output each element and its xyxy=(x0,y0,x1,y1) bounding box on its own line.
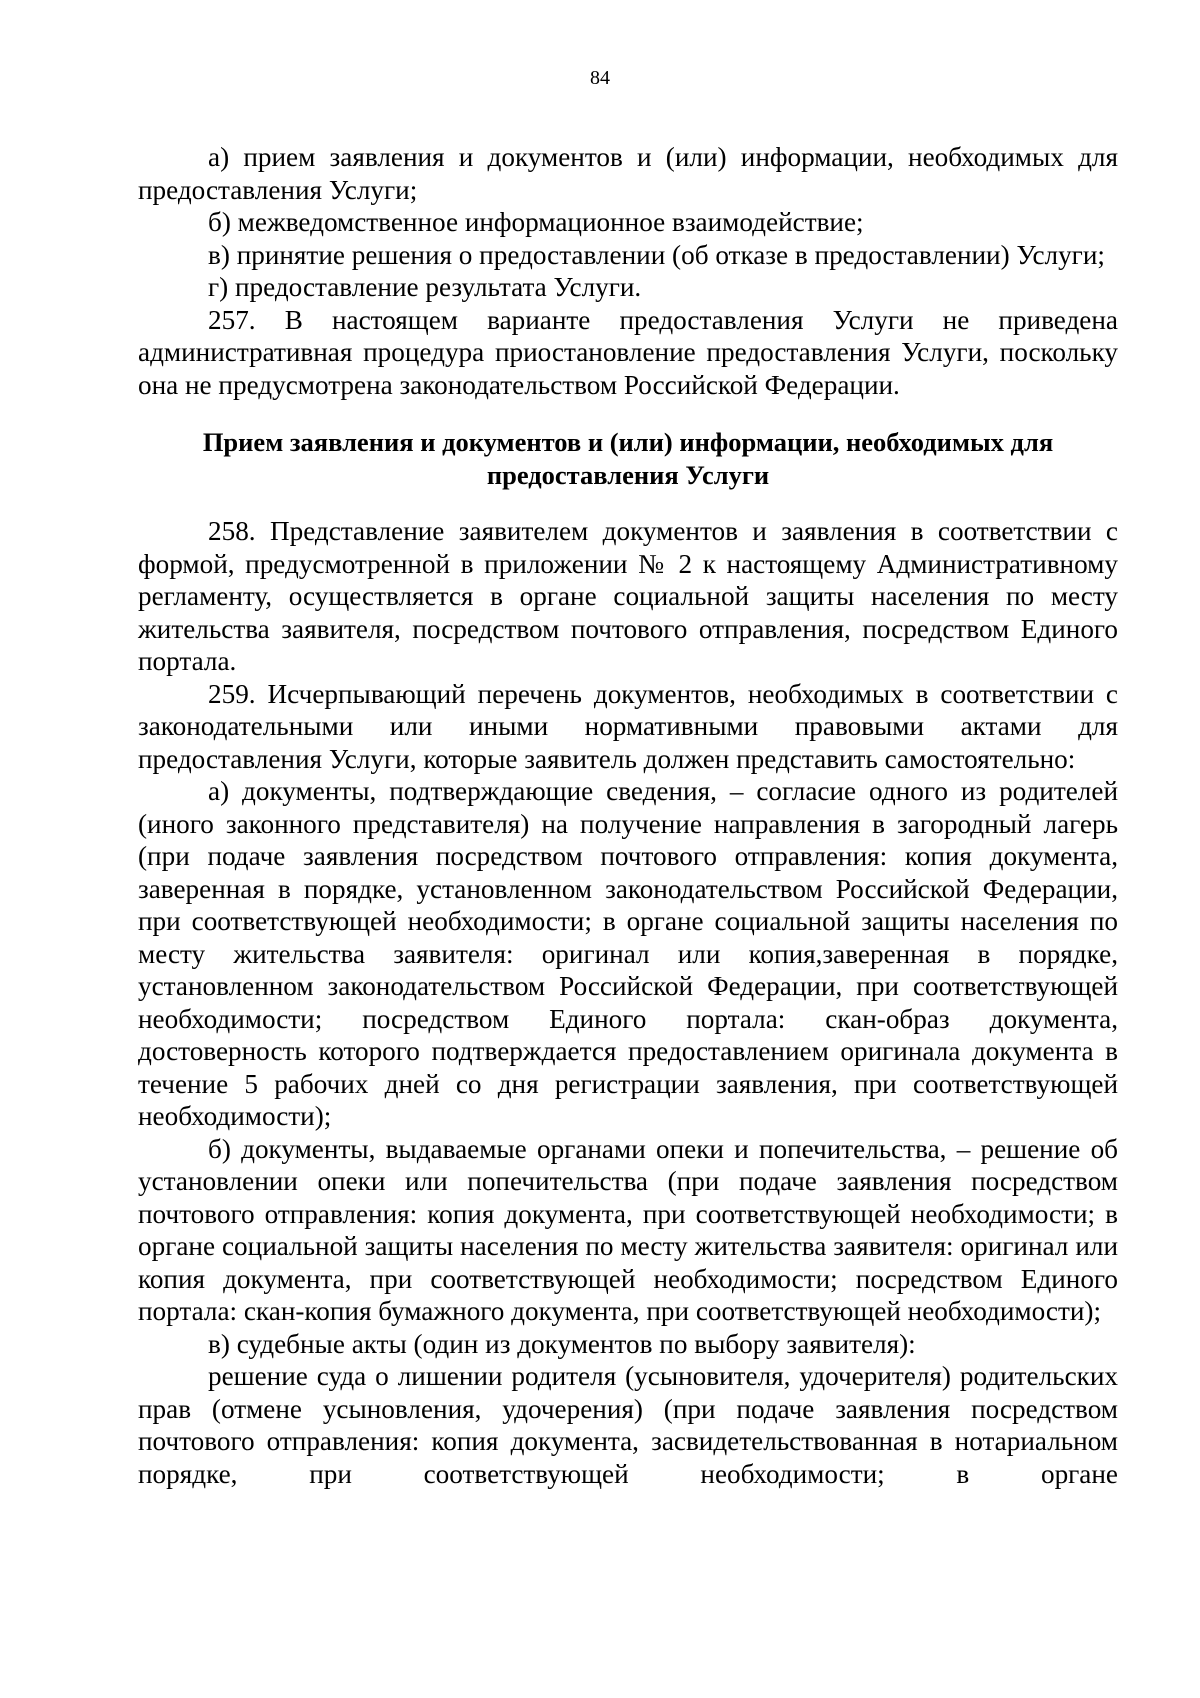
paragraph-258: 258. Представление заявителем документов и заявления в соответствии с формой, предусмотренной в приложении № 2 к настоящему Административному регламенту, осуществляется в органе социальной защиты населения по месту жительства заявителя, посредством почтового отправления, посредством Единого портала. xyxy=(138,516,1118,676)
paragraph-259-item-b: б) документы, выдаваемые органами опеки и попечительства, – решение об установлении опеки или попечительства (при подаче заявления посредством почтового отправления: копия документа, при соответствующей необходимости; в органе социальной защиты населения по месту жительства заявителя: оригинал или копия документа, при соответствующей необходимости; посредством Единого портала: скан-копия бумажного документа, при соответствующей необходимости); xyxy=(138,1133,1118,1326)
paragraph-259: 259. Исчерпывающий перечень документов, необходимых в соответствии с законодательными или иными нормативными правовыми актами для предоставления Услуги, которые заявитель должен представить самостоятельно: xyxy=(138,678,1118,774)
paragraph-item-b: б) межведомственное информационное взаимодействие; xyxy=(208,207,864,237)
section-heading-line-1: Прием заявления и документов и (или) информации, необходимых для xyxy=(202,427,1054,457)
paragraph-item-v: в) принятие решения о предоставлении (об отказе в предоставлении) Услуги; xyxy=(208,239,1105,270)
document-body xyxy=(138,141,1118,1490)
paragraph-259-item-v: в) судебные акты (один из документов по выбору заявителя): xyxy=(208,1328,916,1359)
paragraph-item-a: а) прием заявления и документов и (или) информации, необходимых для предоставления Услуги; xyxy=(138,142,1118,205)
section-heading xyxy=(138,426,1118,491)
paragraph-257: 257. В настоящем варианте предоставления Услуги не приведена административная процедура приостановление предоставления Услуги, поскольку она не предусмотрена законодательством Российской Федерации. xyxy=(138,304,1118,400)
page-number: 84 xyxy=(590,67,610,89)
paragraph-item-g: г) предоставление результата Услуги. xyxy=(208,272,642,302)
paragraph-259-item-a: а) документы, подтверждающие сведения, – согласие одного из родителей (иного законного представителя) на получение направления в загородный лагерь (при подаче заявления посредством почтового отправления: копия документа, заверенная в порядке, установленном законодательством Российской Федерации, при соответствующей необходимости; в органе социальной защиты населения по месту жительства заявителя: оригинал или копия,заверенная в порядке, установленном законодательством Российской Федерации, при соответствующей необходимости; посредством Единого портала: скан-образ документа, достоверность которого подтверждается предоставлением оригинала документа в течение 5 рабочих дней со дня регистрации заявления, при соответствующей необходимости); xyxy=(138,776,1118,1131)
paragraph-court-decision: решение суда о лишении родителя (усыновителя, удочерителя) родительских прав (отмене усыновления, удочерения) (при подаче заявления посредством почтового отправления: копия документа, засвидетельствованная в нотариальном порядке, при соответствующей необходимости; в органе xyxy=(138,1361,1118,1489)
section-heading-line-2: предоставления Услуги xyxy=(486,459,770,490)
